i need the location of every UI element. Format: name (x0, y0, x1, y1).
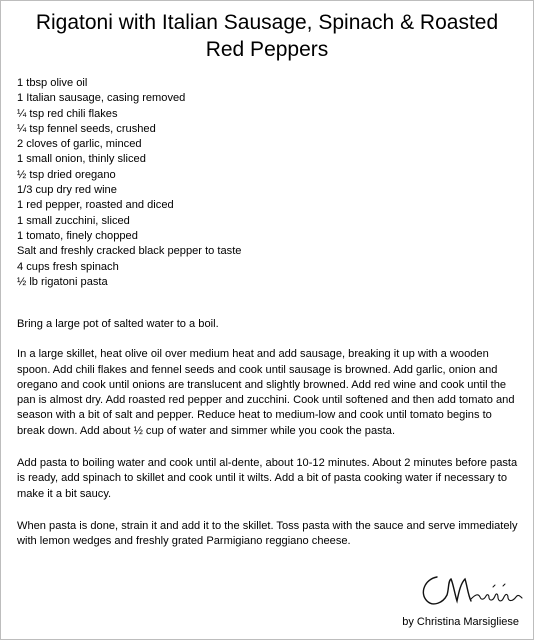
ingredient-item: ¼ tsp red chili flakes (17, 107, 118, 120)
ingredient-item: 1/3 cup dry red wine (17, 184, 117, 197)
instructions (17, 317, 522, 550)
recipe-title: Rigatoni with Italian Sausage, Spinach & Roasted Red Peppers (35, 11, 499, 61)
ingredient-item: 1 small zucchini, sliced (17, 214, 130, 227)
author-byline: by Christina Marsigliese (402, 616, 519, 628)
ingredient-list (17, 76, 517, 290)
ingredient-item: 1 tbsp olive oil (17, 77, 88, 89)
ingredient-item: Salt and freshly cracked black pepper to taste (17, 245, 242, 258)
ingredient-item: ¼ tsp fennel seeds, crushed (17, 122, 156, 135)
ingredient-item: ½ tsp dried oregano (17, 168, 116, 181)
ingredient-item: 1 Italian sausage, casing removed (17, 92, 186, 105)
instruction-step: When pasta is done, strain it and add it to the skillet. Toss pasta with the sauce and serve immediately with lemon wedges and freshly grated Parmigiano reggiano cheese. (17, 519, 518, 548)
ingredient-item: ½ lb rigatoni pasta (17, 275, 108, 288)
ingredient-item: 1 small onion, thinly sliced (17, 153, 146, 166)
ingredient-item: 2 cloves of garlic, minced (17, 138, 142, 151)
instruction-step: Bring a large pot of salted water to a boil. (17, 318, 219, 330)
instruction-step: In a large skillet, heat olive oil over medium heat and add sausage, breaking it up with a wooden spoon. Add chili flakes and fennel seeds and cook until sausage is browned. Add garlic, onion and oregano and cook until onions are translucent and slightly browned. Add red wine and cook until the pan is almost dry. Add roasted red pepper and zucchini. Cook until softened and then add tomato and season with a bit of salt and pepper. Reduce heat to medium-low and cook until tomato begins to break down. Add about ½ cup of water and simmer while you cook the pasta. (17, 348, 515, 437)
ingredient-item: 1 tomato, finely chopped (17, 229, 138, 242)
instruction-step: Add pasta to boiling water and cook until al-dente, about 10-12 minutes. About 2 minutes before pasta is ready, add spinach to skillet and cook until it wilts. Add a bit of pasta cooking water if necessary to make it a bit saucy. (17, 457, 518, 500)
ingredient-item: 4 cups fresh spinach (17, 260, 119, 273)
signature-mark (415, 571, 525, 611)
ingredient-item: 1 red pepper, roasted and diced (17, 199, 174, 212)
